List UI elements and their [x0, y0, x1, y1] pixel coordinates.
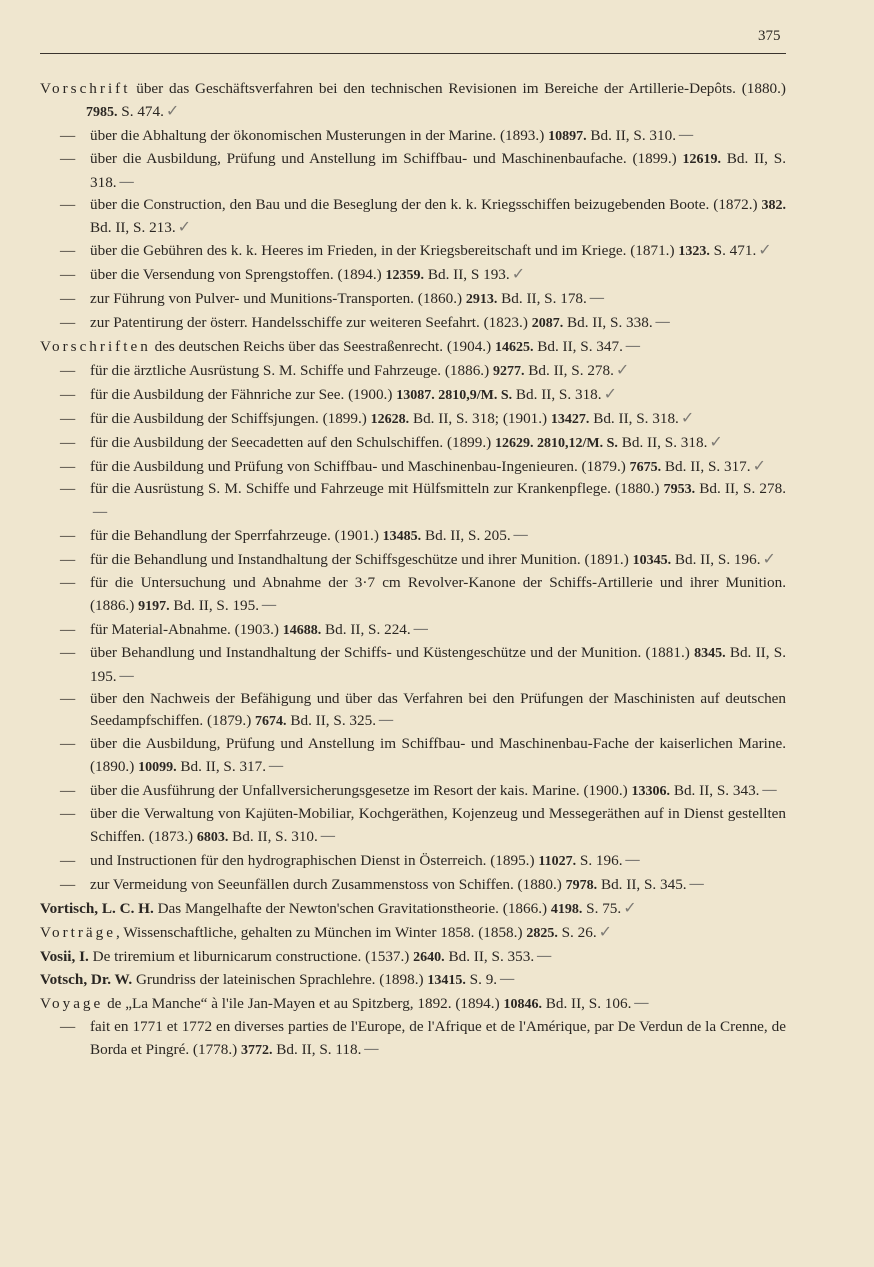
entry-dash: — — [60, 290, 76, 308]
entry-dash: — — [60, 242, 76, 260]
index-subentry — [40, 383, 786, 407]
entry-dash: — — [60, 1018, 76, 1036]
entry-number: 2825. — [526, 925, 558, 941]
dash-mark-icon: — — [118, 665, 135, 685]
entry-reference: Bd. II, S. 196. — [671, 551, 761, 569]
dash-mark-icon: — — [624, 335, 641, 355]
index-subentry — [40, 263, 786, 287]
entry-text: Grundriss der lateinischen Sprachlehre. (1898.) — [132, 971, 428, 989]
index-entries — [40, 78, 786, 1062]
entry-text: Das Mangelhafte der Newton'schen Gravitationstheorie. (1866.) — [153, 899, 551, 917]
checkmark-icon: ✓ — [623, 897, 637, 917]
entry-number: 10846. — [503, 997, 542, 1013]
dash-mark-icon: — — [118, 171, 135, 191]
entry-dash: — — [60, 195, 76, 213]
checkmark-icon: ✓ — [752, 455, 766, 475]
entry-text: über die Construction, den Bau und die Beseglung der den k. k. Kriegsschiffen beizugebenden Boote. (1872.) — [90, 195, 762, 213]
index-entry — [40, 897, 786, 921]
entry-keyword: Vortisch, L. C. H. — [40, 899, 154, 917]
entry-text: , Wissenschaftliche, gehalten zu München im Winter 1858. (1858.) — [116, 923, 527, 941]
checkmark-icon: ✓ — [680, 407, 695, 427]
entry-number: 10099. — [138, 760, 177, 776]
entry-number: 1323. — [678, 244, 710, 260]
index-entry — [40, 335, 786, 359]
entry-text: für die Ausbildung der Fähnriche zur See. (1900.) — [90, 385, 397, 403]
dash-mark-icon: — — [92, 502, 108, 522]
checkmark-icon: ✓ — [762, 549, 776, 569]
entry-reference: Bd. II, S. 338. — [563, 314, 653, 332]
index-subentry — [40, 148, 786, 194]
entry-dash: — — [60, 782, 76, 800]
dash-mark-icon: — — [512, 525, 529, 545]
entry-number: 13485. — [382, 529, 422, 545]
entry-text: für die Ausbildung der Seecadetten auf den Schulschiffen. (1899.) — [90, 433, 496, 451]
entry-reference: Bd. II, S. 310. — [586, 126, 677, 144]
entry-dash: — — [60, 805, 76, 823]
index-subentry — [40, 733, 786, 779]
entry-number: 12628. — [370, 411, 410, 427]
entry-text: des deutschen Reichs über das Seestraßenrecht. (1904.) — [150, 337, 495, 355]
dash-mark-icon: — — [499, 969, 516, 989]
entry-text: zur Patentirung der österr. Handelsschiffe zur weiteren Seefahrt. (1823.) — [90, 314, 532, 332]
index-subentry — [40, 311, 786, 335]
entry-number: 13306. — [631, 784, 671, 800]
entry-text: über die Ausbildung, Prüfung und Anstellung im Schiffbau- und Maschinenbaufache. (1899.) — [90, 149, 683, 167]
entry-text: für Material-Abnahme. (1903.) — [90, 620, 283, 638]
entry-dash: — — [60, 314, 76, 332]
entry-text: für die ärztliche Ausrüstung S. M. Schiffe und Fahrzeuge. (1886.) — [90, 361, 493, 379]
entry-text: für die Untersuchung und Abnahme der 3·7 cm Revolver-Kanone der Schiffs-Artillerie und ihrer Munition. (1886.) — [90, 574, 786, 614]
entry-dash: — — [60, 457, 76, 475]
dash-mark-icon: — — [624, 849, 641, 869]
entry-number: 13427. — [550, 411, 590, 427]
entry-dash: — — [60, 620, 76, 638]
page-number: 375 — [758, 28, 781, 44]
checkmark-icon: ✓ — [603, 383, 617, 403]
index-subentry — [40, 873, 786, 897]
entry-number: 11027. — [538, 853, 577, 869]
entry-text: De triremium et liburnicarum constructione. (1537.) — [88, 947, 414, 965]
entry-text: zur Führung von Pulver- und Munitions-Transporten. (1860.) — [90, 290, 466, 308]
entry-dash: — — [60, 551, 76, 569]
checkmark-icon: ✓ — [709, 431, 723, 451]
entry-number: 8345. — [694, 645, 726, 661]
entry-text: über die Gebühren des k. k. Heeres im Frieden, in der Kriegsbereitschaft und im Kriege. (1871.) — [90, 242, 679, 260]
index-entry — [40, 992, 786, 1016]
entry-keyword: Voyage — [40, 995, 104, 1013]
entry-reference: Bd. II, S. 347. — [533, 337, 623, 355]
index-subentry — [40, 688, 786, 734]
entry-dash: — — [60, 643, 76, 661]
entry-text: fait en 1771 et 1772 en diverses parties de l'Europe, de l'Afrique et de l'Amérique, par De Verdun de la Crenne, de Borda et Pingré. (1778.) — [90, 1018, 786, 1059]
entry-reference: Bd. II, S. 325. — [286, 712, 376, 730]
index-subentry — [40, 849, 786, 873]
index-entry — [40, 921, 786, 945]
entry-keyword: Vosii, I. — [40, 947, 89, 965]
entry-number: 2087. — [531, 316, 564, 332]
dash-mark-icon: — — [378, 710, 394, 730]
index-subentry — [40, 194, 786, 240]
entry-text: über die Abhaltung der ökonomischen Musterungen in der Marine. (1893.) — [90, 126, 549, 144]
index-subentry — [40, 431, 786, 455]
entry-reference: Bd. II, S. 345. — [597, 875, 687, 893]
dash-mark-icon: — — [678, 124, 695, 144]
entry-reference: Bd. II, S. 195. — [90, 643, 786, 685]
entry-reference: Bd. II, S. 310. — [228, 828, 318, 845]
entry-dash: — — [60, 527, 76, 545]
dash-mark-icon: — — [319, 826, 336, 845]
entry-reference: Bd. II, S. 318. — [617, 433, 708, 451]
entry-dash: — — [60, 433, 76, 451]
index-subentry — [40, 618, 786, 642]
entry-reference: Bd. II, S. 106. — [541, 995, 632, 1013]
entry-dash: — — [60, 735, 76, 753]
entry-number: 9197. — [138, 598, 170, 614]
index-subentry — [40, 287, 786, 311]
dash-mark-icon: — — [761, 780, 778, 800]
entry-number: 10345. — [632, 553, 672, 569]
index-subentry — [40, 803, 786, 849]
entry-reference: S. 474. — [117, 102, 164, 120]
index-subentry — [40, 642, 786, 688]
entry-text: für die Ausbildung der Schiffsjungen. (1899.) — [90, 409, 371, 427]
entry-reference: Bd. II, S. 224. — [321, 620, 411, 638]
checkmark-icon: ✓ — [615, 359, 630, 379]
entry-keyword: Vorträge — [40, 923, 117, 941]
entry-reference: Bd. II, S. 213. — [90, 219, 176, 237]
entry-text: für die Behandlung der Sperrfahrzeuge. (1901.) — [90, 527, 383, 545]
entry-keyword: Votsch, Dr. W. — [40, 971, 133, 989]
entry-keyword: Vorschrift — [40, 80, 131, 97]
checkmark-icon: ✓ — [177, 217, 192, 237]
index-subentry — [40, 124, 786, 148]
entry-reference: Bd. II, S. 318. — [512, 385, 602, 403]
entry-dash: — — [60, 409, 76, 427]
entry-text: für die Ausrüstung S. M. Schiffe und Fahrzeuge mit Hülfsmitteln zur Krankenpflege. (1880.) — [90, 480, 664, 498]
checkmark-icon: ✓ — [758, 240, 772, 260]
entry-reference: S. 75. — [582, 899, 622, 917]
index-subentry — [40, 455, 786, 479]
index-subentry — [40, 478, 786, 524]
entry-reference: S. 471. — [709, 242, 757, 260]
entry-dash: — — [60, 126, 76, 144]
entry-reference: Bd. II, S. 278. — [695, 480, 786, 498]
entry-number: 3772. — [241, 1043, 273, 1059]
entry-number: 7675. — [629, 459, 662, 475]
entry-reference: S. 196. — [576, 851, 623, 869]
entry-dash: — — [60, 480, 76, 498]
index-subentry — [40, 239, 786, 263]
entry-number: 13415. — [427, 973, 466, 989]
index-entry — [40, 78, 786, 124]
entry-text: über die Versendung von Sprengstoffen. (1894.) — [90, 266, 386, 284]
entry-number: 4198. — [550, 901, 583, 917]
entry-number: 12629. 2810,12/M. S. — [495, 435, 618, 451]
entry-number: 7978. — [565, 877, 598, 893]
entry-text: über den Nachweis der Befähigung und über das Verfahren bei den Prüfungen der Maschinisten auf deutschen Seedampfschiffen. (1879.) — [90, 689, 786, 730]
top-rule — [40, 53, 786, 54]
entry-keyword: Vorschriften — [40, 337, 151, 355]
dash-mark-icon: — — [536, 945, 553, 965]
dash-mark-icon: — — [588, 288, 605, 308]
entry-reference: Bd. II, S. 318; (1901.) — [409, 409, 551, 427]
dash-mark-icon: — — [412, 618, 429, 638]
entry-text: und Instructionen für den hydrographischen Dienst in Österreich. (1895.) — [90, 851, 539, 869]
checkmark-icon: ✓ — [598, 921, 613, 941]
entry-reference: Bd. II, S. 317. — [661, 457, 751, 475]
entry-number: 7674. — [255, 714, 287, 730]
entry-dash: — — [60, 149, 76, 167]
entry-text: über Behandlung und Instandhaltung der Schiffs- und Küstengeschütze und der Munition. (1881.) — [90, 643, 695, 661]
entry-reference: Bd. II, S. 343. — [670, 782, 760, 800]
entry-dash: — — [60, 266, 76, 284]
dash-mark-icon: — — [268, 756, 285, 776]
entry-text: für die Behandlung und Instandhaltung der Schiffsgeschütze und ihrer Munition. (1891.) — [90, 551, 633, 569]
entry-reference: Bd. II, S. 353. — [444, 947, 535, 965]
index-subentry — [40, 548, 786, 572]
entry-dash: — — [60, 689, 76, 707]
index-subentry — [40, 407, 786, 431]
index-subentry — [40, 524, 786, 548]
entry-number: 7985. — [86, 104, 118, 120]
entry-reference: Bd. II, S. 205. — [421, 527, 511, 545]
entry-number: 382. — [761, 197, 786, 213]
entry-dash: — — [60, 851, 76, 869]
entry-text: de „La Manche“ à l'ile Jan-Mayen et au Spitzberg, 1892. (1894.) — [103, 995, 504, 1013]
entry-dash: — — [60, 574, 76, 592]
entry-number: 2913. — [465, 292, 498, 308]
entry-number: 14625. — [494, 339, 534, 355]
entry-dash: — — [60, 385, 76, 403]
entry-number: 14688. — [282, 622, 322, 638]
entry-reference: Bd. II, S. 317. — [176, 758, 267, 776]
dash-mark-icon: — — [363, 1039, 380, 1059]
entry-reference: Bd. II, S. 195. — [169, 596, 260, 614]
entry-text: über die Verwaltung von Kajüten-Mobiliar, Kochgeräthen, Kojenzeug und Messegeräthen auf in Dienst gestellten Schiffen. (1873.) — [90, 805, 786, 845]
entry-number: 2640. — [413, 949, 445, 965]
entry-number: 10897. — [548, 128, 587, 144]
entry-dash: — — [60, 361, 76, 379]
checkmark-icon: ✓ — [165, 100, 180, 120]
entry-reference: Bd. II, S. 278. — [524, 361, 614, 379]
entry-reference: Bd. II, S. 178. — [497, 290, 587, 308]
entry-number: 7953. — [663, 482, 696, 498]
entry-reference: Bd. II, S. 118. — [272, 1041, 362, 1059]
index-subentry — [40, 359, 786, 383]
index-subentry — [40, 1016, 786, 1062]
entry-dash: — — [60, 875, 76, 893]
entry-number: 6803. — [196, 830, 229, 845]
entry-number: 13087. 2810,9/M. S. — [396, 387, 513, 403]
entry-text: zur Vermeidung von Seeunfällen durch Zusammenstoss von Schiffen. (1880.) — [90, 875, 566, 893]
entry-reference: S. 9. — [465, 971, 498, 989]
entry-reference: Bd. II, S. 318. — [589, 409, 679, 427]
entry-text: über das Geschäftsverfahren bei den technischen Revisionen im Bereiche der Artillerie-Depôts. (1880.) — [130, 80, 786, 97]
entry-reference: Bd. II, S. 318. — [90, 149, 786, 191]
dash-mark-icon: — — [633, 993, 650, 1013]
dash-mark-icon: — — [261, 594, 278, 614]
index-subentry — [40, 779, 786, 803]
index-subentry — [40, 572, 786, 618]
entry-number: 12359. — [385, 268, 425, 284]
entry-text: über die Ausführung der Unfallversicherungsgesetze im Resort der kais. Marine. (1900.) — [90, 782, 632, 800]
dash-mark-icon: — — [654, 312, 671, 332]
checkmark-icon: ✓ — [511, 264, 526, 284]
entry-reference: Bd. II, S 193. — [424, 266, 510, 284]
entry-text: für die Ausbildung und Prüfung von Schiffbau- und Maschinenbau-Ingenieuren. (1879.) — [90, 457, 630, 475]
entry-number: 12619. — [682, 151, 722, 167]
entry-number: 9277. — [492, 363, 525, 379]
entry-text: über die Ausbildung, Prüfung und Anstellung im Schiffbau- und Maschinenbau-Fache der kaiserlichen Marine. (1890.) — [90, 735, 786, 776]
entry-reference: S. 26. — [557, 923, 597, 941]
index-entry — [40, 945, 786, 969]
index-entry — [40, 968, 786, 992]
dash-mark-icon: — — [688, 873, 705, 893]
